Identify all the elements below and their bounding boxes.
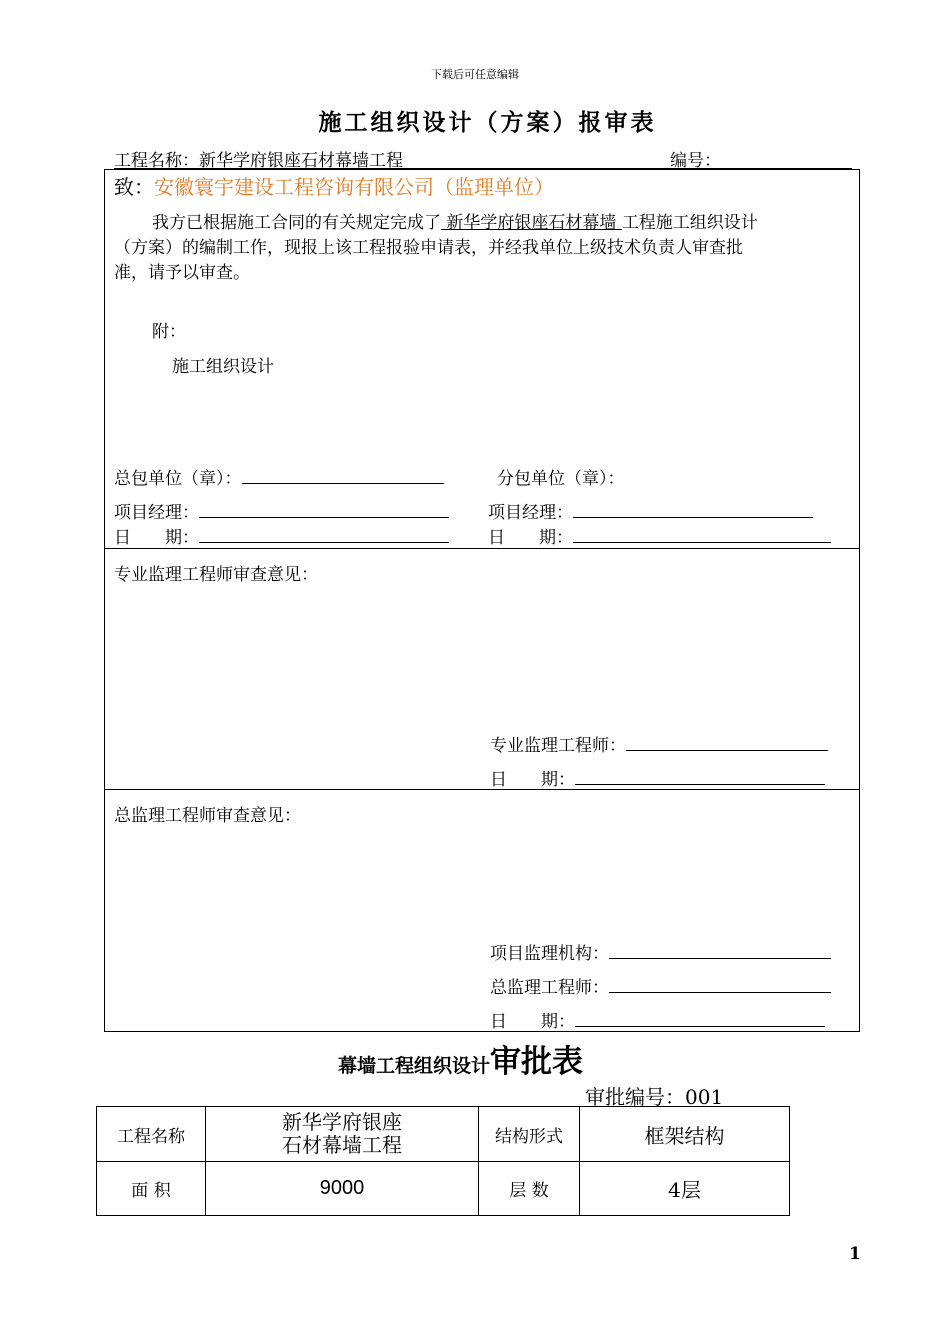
project-name-line-2: 石材幕墙工程 [282,1133,402,1157]
specialist-date-row [490,765,825,790]
chief-engineer-row [490,973,831,998]
cell-project-name-label: 工程名称 [97,1107,206,1162]
header-note: 下载后可任意编辑 [431,68,519,81]
pm-row-left [114,498,449,523]
general-contractor-label: 总包单位（章）： [114,469,242,489]
general-contractor-row [114,464,444,489]
cell-project-name-value [206,1107,479,1162]
pm-row-right [488,498,813,523]
date-label-left: 日 期： [114,528,199,548]
approval-title [338,1036,583,1081]
subcontractor-label: 分包单位（章）： [497,469,625,489]
project-name-label: 工程名称： [114,151,199,171]
cell-structure-value: 框架结构 [580,1107,790,1162]
body-text-post: 工程施工组织设计 [621,213,758,233]
pm-label-right: 项目经理： [488,503,573,523]
supervision-org-label: 项目监理机构： [490,944,609,964]
supervision-org-field[interactable] [609,942,831,959]
chief-opinion-label: 总监理工程师审查意见： [114,806,301,826]
form-title: 施工组织设计（方案）报审表 [318,109,657,136]
specialist-opinion-label: 专业监理工程师审查意见： [114,565,318,585]
pm-field-right[interactable] [573,501,813,518]
date-row-right [488,523,831,548]
project-name: 新华学府银座石材幕墙工程 [199,151,403,171]
chief-engineer-label: 总监理工程师： [490,978,609,998]
table-row [97,1107,790,1162]
chief-engineer-field[interactable] [609,976,831,993]
date-field-right[interactable] [573,526,831,543]
to-label: 致： [114,175,154,199]
cell-area-value: 9000 [206,1162,479,1216]
specialist-date-field[interactable] [575,768,825,785]
body-project-name: 新华学府银座石材幕墙 [441,213,622,233]
chief-date-label: 日 期： [490,1012,575,1032]
pm-field-left[interactable] [199,501,449,518]
table-row [97,1162,790,1216]
project-name-row [114,146,852,169]
approval-title-small: 幕墙工程组织设计 [338,1055,491,1077]
number-label: 编号： [670,151,721,171]
chief-date-row [490,1007,825,1032]
specialist-engineer-row [490,731,828,756]
date-label-right: 日 期： [488,528,573,548]
body-line-3: 准，请予以审查。 [114,263,250,283]
general-contractor-field[interactable] [242,467,444,484]
body-line-2: （方案）的编制工作，现报上该工程报验申请表，并经我单位上级技术负责人审查批 [114,238,743,258]
to-organization: 安徽寰宇建设工程咨询有限公司（监理单位） [154,175,554,199]
body-text-pre: 我方已根据施工合同的有关规定完成了 [152,213,441,233]
project-name-line-1: 新华学府银座 [282,1110,402,1134]
body-line-1 [152,208,758,233]
cell-floors-value: 4层 [580,1162,790,1216]
approval-title-big: 审批表 [490,1044,584,1080]
attachment-label: 附： [152,322,186,342]
specialist-engineer-field[interactable] [626,734,828,751]
cell-floors-label: 层 数 [479,1162,580,1216]
supervision-org-row [490,939,831,964]
date-row-left [114,523,449,548]
pm-label-left: 项目经理： [114,503,199,523]
to-line [114,171,554,200]
attachment-item: 施工组织设计 [172,357,274,377]
cell-area-label: 面 积 [97,1162,206,1216]
approval-number: 审批编号：001 [585,1085,724,1109]
specialist-engineer-label: 专业监理工程师： [490,736,626,756]
chief-date-field[interactable] [575,1010,825,1027]
cell-structure-label: 结构形式 [479,1107,580,1162]
specialist-date-label: 日 期： [490,770,575,790]
date-field-left[interactable] [199,526,449,543]
approval-table [96,1106,790,1216]
page-number: 1 [849,1244,861,1264]
